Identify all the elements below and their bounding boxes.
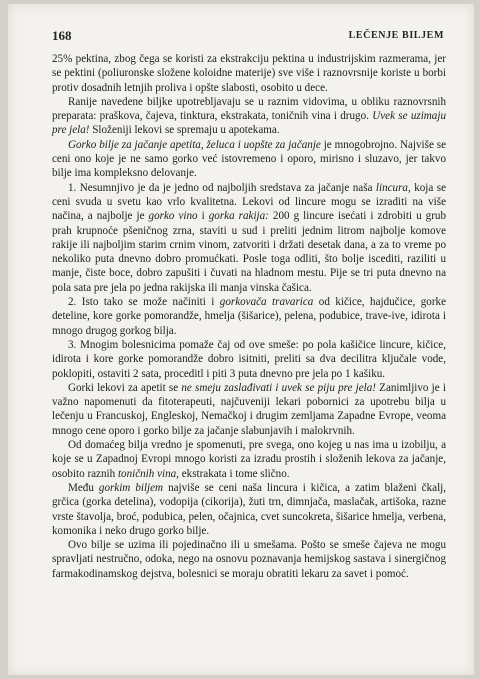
paragraph (52, 438, 446, 481)
emphasized-text: ne smeju zaslađivati i uvek se piju pre jela! (181, 381, 376, 394)
text-run: 200 g lincure isećati i zdrobiti u grub prah krupnoće pšeničnog zrna, staviti u sud i preliti jednim litrom najbolje komove rakije ili najboljim starim crnim vinom, zatvoriti i držati desetak dana, a za to vreme po nekoliko puta dnevno dobro promućkati. Posle toga odliti, što bolje iscediti, raziliti u manje, čiste boce, dobro zapušiti i čuvati na hladnom mestu. Pije se tri puta dnevno na pola sata pre jela po jedna rakijska ili manja vinska čašica. (52, 210, 446, 294)
paragraph (52, 95, 446, 138)
paragraph (52, 381, 446, 438)
text-run: 2. Isto tako se može načiniti i (68, 296, 220, 309)
book-page (8, 4, 474, 675)
text-run: Gorki lekovi za apetit se (68, 381, 182, 394)
paragraph (52, 338, 446, 381)
text-run: Ovo bilje se uzima ili pojedinačno ili u smešama. Pošto se smeše čajeva ne mogu spravljati nestručno, odoka, nego na osnovu poznavanja hemijskog sastava i sinergičnog farmakodinamskog dejstva, bolesnici se moraju obratiti lekaru za savet i pomoć. (52, 539, 446, 580)
emphasized-text: Uvek se uzimaju pre jela! (52, 110, 446, 137)
page-number: 168 (52, 28, 72, 43)
text-run: ekstrakata i tome slično. (178, 467, 290, 480)
text-run: je mnogobrojno. Najviše se ceni ono koje je ne samo gorko već istovremeno i oporo, mirisno i sluzavo, jer takvo bilje ima kompleksno delovanje. (52, 138, 446, 180)
emphasized-text: gorkim biljem (98, 481, 164, 494)
paragraph (52, 481, 446, 538)
text-run: Složeniji lekovi se spremaju u apotekama. (89, 124, 280, 137)
emphasized-text: gorkovača travarica (219, 296, 314, 309)
text-run: 25% pektina, zbog čega se koristi za ekstrakciju pektina u industrijskim razmerama, jer se pektini (poliuronske složene koloidne materije) sve više i raznovrsnije koriste u borbi protiv dosadnih letnjih proliva i opšte slabosti, osobito u dece. (52, 53, 446, 94)
text-run: Od domaćeg bilja vredno je spomenuti, pre svega, ono kojeg u nas ima u izobilju, a koje se u Zapadnoj Evropi mnogo koristi za izradu prostih i složenih lekova za jačanje, osobito raznih (52, 439, 446, 480)
running-head: LEČENJE BILJEM (348, 30, 444, 41)
paragraph (52, 181, 446, 295)
emphasized-text: Gorko bilje za jačanje apetita, želuca i uopšte za jačanje (68, 138, 321, 151)
text-run: 3. Mnogim bolesnicima pomaže čaj od ove smeše: po pola kašičice lincure, kičice, idirota i kore gorke pomorandže dobro isitniti, preliti sa dva decilitra ključale vode, poklopiti, ostaviti 2 sata, proceditl i piti 3 puta dnevno pre jela po 1 kašiku. (52, 338, 446, 380)
text-run: najviše se ceni naša lincura i kičica, a zatim blaženi čkalj, grčica (gorka detelina), vodopija (cikorija), žuti trn, dimnjača, maslačak, artišoka, razne vrste štavolja, broć, podubica, pelen, očajnica, cvet suncokreta, šišarice hmelja, verbena, komonika i neko drugo gorko bilje. (52, 481, 447, 537)
text-run: Zanimljivo je i važno napomenuti da fitoterapeuti, najčuveniji lekari pobornici za upotrebu bilja u lečenju u Francuskoj, Engleskoj, Nemačkoj i drugim zemljama Zapadne Evrope, veoma mnogo cene oporo i gorko bilje za jačanje slabunjavih i malokrvnih. (52, 381, 446, 437)
emphasized-text: toničnih vina, (117, 467, 179, 480)
text-run: 1. Nesumnjivo je da je jedno od najboljih sredstava za jačanje naša (68, 181, 376, 194)
text-run: od kičice, hajdučice, gorke deteline, kore gorke pomorandže, hmelja (šišarice), pelena, podubice, trave-ive, idirota i mnogo drugog gorkog bilja. (52, 296, 446, 337)
emphasized-text: gorko vino (148, 210, 198, 223)
text-run: i (197, 210, 209, 223)
emphasized-text: lincura, (375, 181, 411, 194)
text-run: Među (68, 481, 99, 494)
paragraph (52, 538, 446, 581)
paragraph (52, 52, 446, 95)
paragraph (52, 295, 446, 338)
body-text (52, 52, 446, 581)
paragraph (52, 138, 446, 181)
text-run: koja se ceni svuda u svetu kao vrlo kvalitetna. Lekovi od lincure mogu se izraditi na više načina, a najbolje je (52, 181, 446, 223)
text-run: Ranije navedene biljke upotrebljavaju se u raznim vidovima, u obliku raznovrsnih preparata: praškova, čajeva, tinktura, ekstrakata, toničnih vina i drugo. (52, 95, 446, 123)
emphasized-text: gorka rakija: (208, 210, 269, 223)
page-header (52, 28, 444, 44)
